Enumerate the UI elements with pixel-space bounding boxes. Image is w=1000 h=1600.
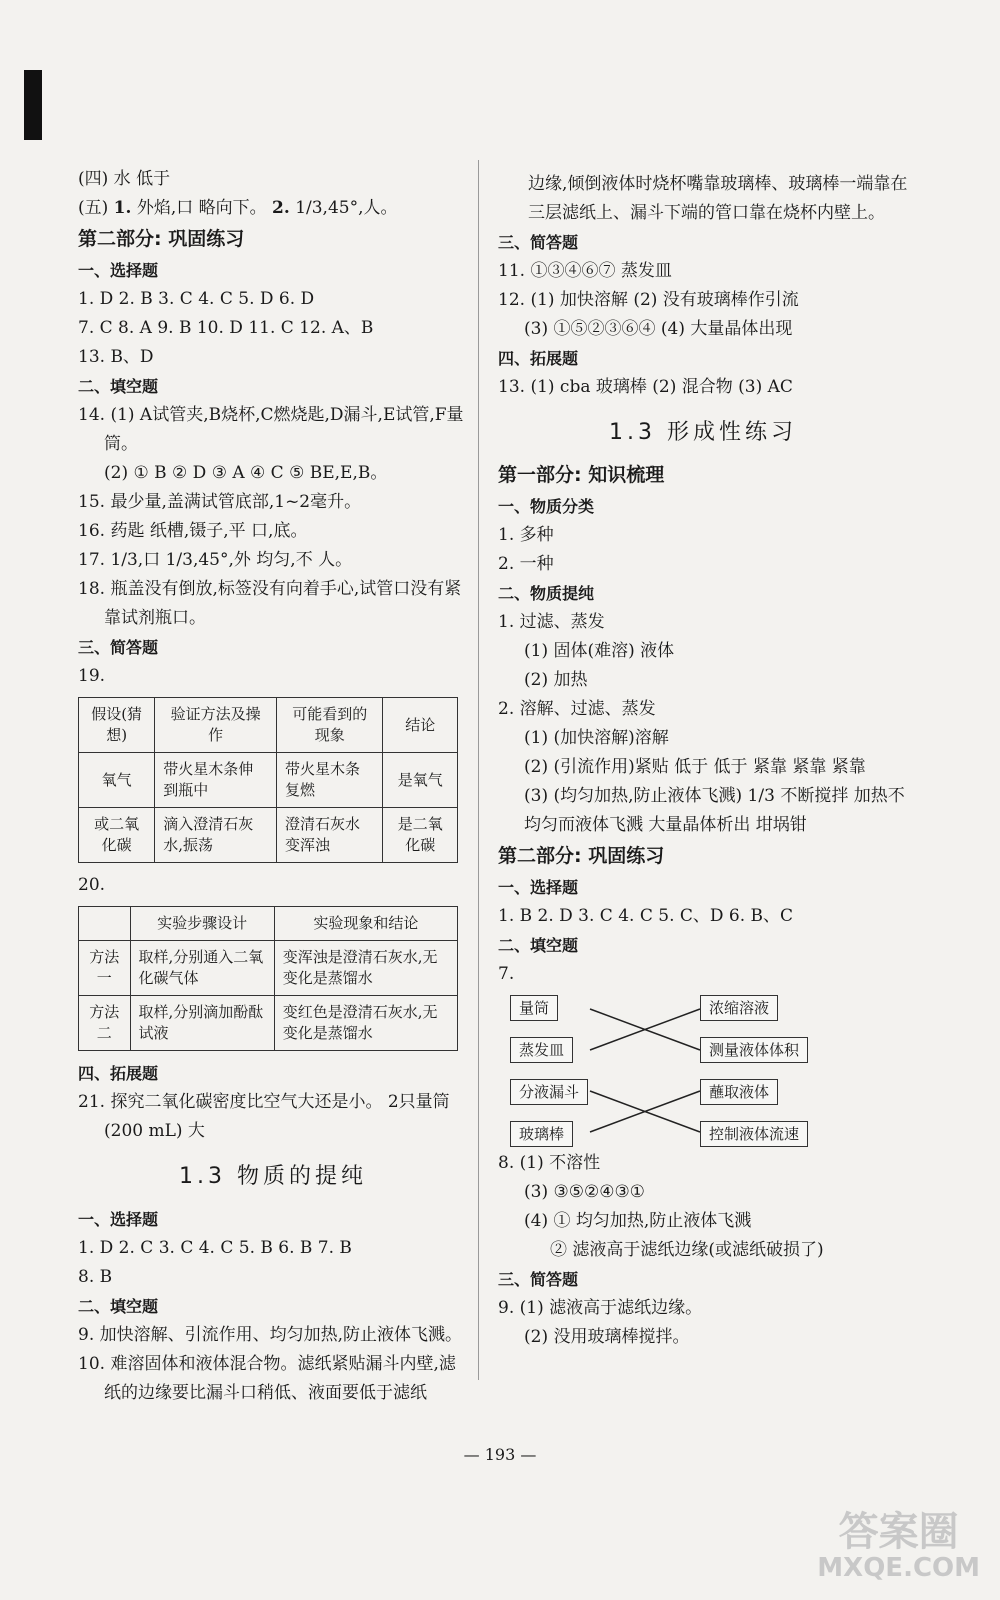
right-column — [498, 170, 908, 1352]
knowledge-item: 2. 一种 — [498, 554, 554, 574]
page-number: — 193 — — [463, 1445, 537, 1464]
matching-diagram — [510, 995, 820, 1145]
table-row — [79, 753, 458, 808]
answer-12-2: (3) ①⑤②③⑥④ (4) 大量晶体出现 — [524, 319, 793, 339]
table-row — [79, 808, 458, 863]
table-header-cell: 验证方法及操作 — [155, 698, 277, 753]
knowledge-item: 1. 多种 — [498, 525, 554, 545]
column-divider — [478, 160, 479, 1380]
table-header-cell: 假设(猜想) — [79, 698, 155, 753]
table-cell: 方法一 — [79, 941, 131, 996]
table-row — [79, 941, 458, 996]
answer-17: 17. 1/3,口 1/3,45°,外 均匀,不 人。 — [78, 550, 353, 570]
left-column — [78, 165, 468, 1408]
table-cell: 取样,分别通入二氧化碳气体 — [130, 941, 274, 996]
table-cell: 方法二 — [79, 996, 131, 1051]
section-heading: 二、填空题 — [78, 1297, 159, 1316]
table-cell: 带火星木条复燃 — [277, 753, 383, 808]
answer-8-4b: ② 滤液高于滤纸边缘(或滤纸破损了) — [550, 1240, 824, 1260]
table-header-cell: 结论 — [383, 698, 458, 753]
answer-11: 11. ①③④⑥⑦ 蒸发皿 — [498, 261, 672, 281]
answer-line: (五) 1. 外焰,口 略向下。 2. 1/3,45°,人。 — [78, 198, 398, 218]
knowledge-item: 1. 过滤、蒸发 — [498, 612, 605, 632]
table-cell: 滴入澄清石灰水,振荡 — [155, 808, 277, 863]
section-heading: 一、选择题 — [78, 1210, 159, 1229]
match-right-item: 测量液体体积 — [700, 1037, 808, 1063]
answer-15: 15. 最少量,盖满试管底部,1~2毫升。 — [78, 492, 362, 512]
answer-10-continued: 边缘,倾倒液体时烧杯嘴靠玻璃棒、玻璃棒一端靠在三层滤纸上、漏斗下端的管口靠在烧杯内壁上。 — [528, 174, 908, 223]
answer-line: (四) 水 低于 — [78, 169, 171, 189]
table-cell: 是氧气 — [383, 753, 458, 808]
table-row — [79, 996, 458, 1051]
answer-9: 9. (1) 滤液高于滤纸边缘。 — [498, 1298, 703, 1318]
part-heading: 第二部分: 巩固练习 — [498, 845, 665, 867]
section-heading: 四、拓展题 — [498, 349, 579, 368]
question-7-label: 7. — [498, 964, 515, 984]
knowledge-subitem: (3) (均匀加热,防止液体飞溅) 1/3 不断搅拌 加热不均匀而液体飞溅 大量晶体析出 坩埚钳 — [524, 786, 905, 835]
section-heading: 四、拓展题 — [78, 1064, 159, 1083]
table-cell: 变红色是澄清石灰水,无变化是蒸馏水 — [274, 996, 457, 1051]
table-cell: 氧气 — [79, 753, 155, 808]
section-heading: 一、选择题 — [498, 878, 579, 897]
answer-13: 13. (1) cba 玻璃棒 (2) 混合物 (3) AC — [498, 377, 793, 397]
section-heading: 三、简答题 — [498, 233, 579, 252]
knowledge-subitem: (1) (加快溶解)溶解 — [524, 728, 669, 748]
answer-8-3: (3) ③⑤②④③① — [524, 1182, 645, 1202]
choice-answers: 1. B 2. D 3. C 4. C 5. C、D 6. B、C — [498, 906, 794, 926]
table-cell: 带火星木条伸到瓶中 — [155, 753, 277, 808]
match-right-item: 控制液体流速 — [700, 1121, 808, 1147]
answer-12: 12. (1) 加快溶解 (2) 没有玻璃棒作引流 — [498, 290, 799, 310]
table-cell: 或二氧化碳 — [79, 808, 155, 863]
watermark-logo: 答案圈 MXQE.COM — [817, 1509, 980, 1583]
choice-answers: 1. D 2. C 3. C 4. C 5. B 6. B 7. B — [78, 1238, 352, 1258]
answer-8: 8. (1) 不溶性 — [498, 1153, 601, 1173]
match-left-item: 分液漏斗 — [510, 1079, 588, 1105]
table-header-row — [79, 907, 458, 941]
table-cell: 变浑浊是澄清石灰水,无变化是蒸馏水 — [274, 941, 457, 996]
part-heading: 第一部分: 知识梳理 — [498, 464, 665, 486]
chapter-title: 1.3 物质的提纯 — [179, 1164, 367, 1189]
answer-9: 9. 加快溶解、引流作用、均匀加热,防止液体飞溅。 — [78, 1325, 463, 1345]
section-heading: 二、物质提纯 — [498, 584, 595, 603]
answer-9-2: (2) 没用玻璃棒搅拌。 — [524, 1327, 690, 1347]
section-heading: 二、填空题 — [498, 936, 579, 955]
answer-16: 16. 药匙 纸槽,镊子,平 口,底。 — [78, 521, 308, 541]
table-20 — [78, 906, 458, 1051]
answer-21: 21. 探究二氧化碳密度比空气大还是小。 2只量筒(200 mL) 大 — [78, 1092, 450, 1141]
table-19 — [78, 697, 458, 863]
section-heading: 一、物质分类 — [498, 497, 595, 516]
table-header-row — [79, 698, 458, 753]
knowledge-subitem: (2) (引流作用)紧贴 低于 低于 紧靠 紧靠 紧靠 — [524, 757, 866, 777]
section-heading: 三、简答题 — [78, 638, 159, 657]
binding-edge — [24, 70, 42, 140]
table-header-cell: 可能看到的现象 — [277, 698, 383, 753]
part-heading: 第二部分: 巩固练习 — [78, 228, 245, 250]
match-right-item: 浓缩溶液 — [700, 995, 778, 1021]
choice-answers: 1. D 2. B 3. C 4. C 5. D 6. D — [78, 289, 315, 309]
question-20-label: 20. — [78, 875, 106, 895]
section-heading: 一、选择题 — [78, 261, 159, 280]
answer-8-4: (4) ① 均匀加热,防止液体飞溅 — [524, 1211, 752, 1231]
answer-10: 10. 难溶固体和液体混合物。滤纸紧贴漏斗内壁,滤纸的边缘要比漏斗口稍低、液面要低于滤纸 — [78, 1354, 456, 1403]
table-cell: 取样,分别滴加酚酞试液 — [130, 996, 274, 1051]
answer-14-2: (2) ① B ② D ③ A ④ C ⑤ BE,E,B。 — [104, 463, 388, 483]
match-left-item: 玻璃棒 — [510, 1121, 573, 1147]
knowledge-item: 2. 溶解、过滤、蒸发 — [498, 699, 656, 719]
choice-answers: 8. B — [78, 1267, 113, 1287]
choice-answers: 7. C 8. A 9. B 10. D 11. C 12. A、B — [78, 318, 374, 338]
table-header-cell — [79, 907, 131, 941]
match-left-item: 蒸发皿 — [510, 1037, 573, 1063]
table-cell: 是二氧化碳 — [383, 808, 458, 863]
knowledge-subitem: (2) 加热 — [524, 670, 588, 690]
match-right-item: 蘸取液体 — [700, 1079, 778, 1105]
match-left-item: 量筒 — [510, 995, 558, 1021]
table-header-cell: 实验现象和结论 — [274, 907, 457, 941]
table-header-cell: 实验步骤设计 — [130, 907, 274, 941]
section-heading: 三、简答题 — [498, 1270, 579, 1289]
choice-answers: 13. B、D — [78, 347, 154, 367]
chapter-title: 1.3 形成性练习 — [609, 420, 797, 445]
question-19-label: 19. — [78, 666, 106, 686]
answer-14: 14. (1) A试管夹,B烧杯,C燃烧匙,D漏斗,E试管,F量筒。 — [78, 405, 464, 454]
table-cell: 澄清石灰水变浑浊 — [277, 808, 383, 863]
answer-18: 18. 瓶盖没有倒放,标签没有向着手心,试管口没有紧靠试剂瓶口。 — [78, 579, 462, 628]
section-heading: 二、填空题 — [78, 377, 159, 396]
knowledge-subitem: (1) 固体(难溶) 液体 — [524, 641, 675, 661]
